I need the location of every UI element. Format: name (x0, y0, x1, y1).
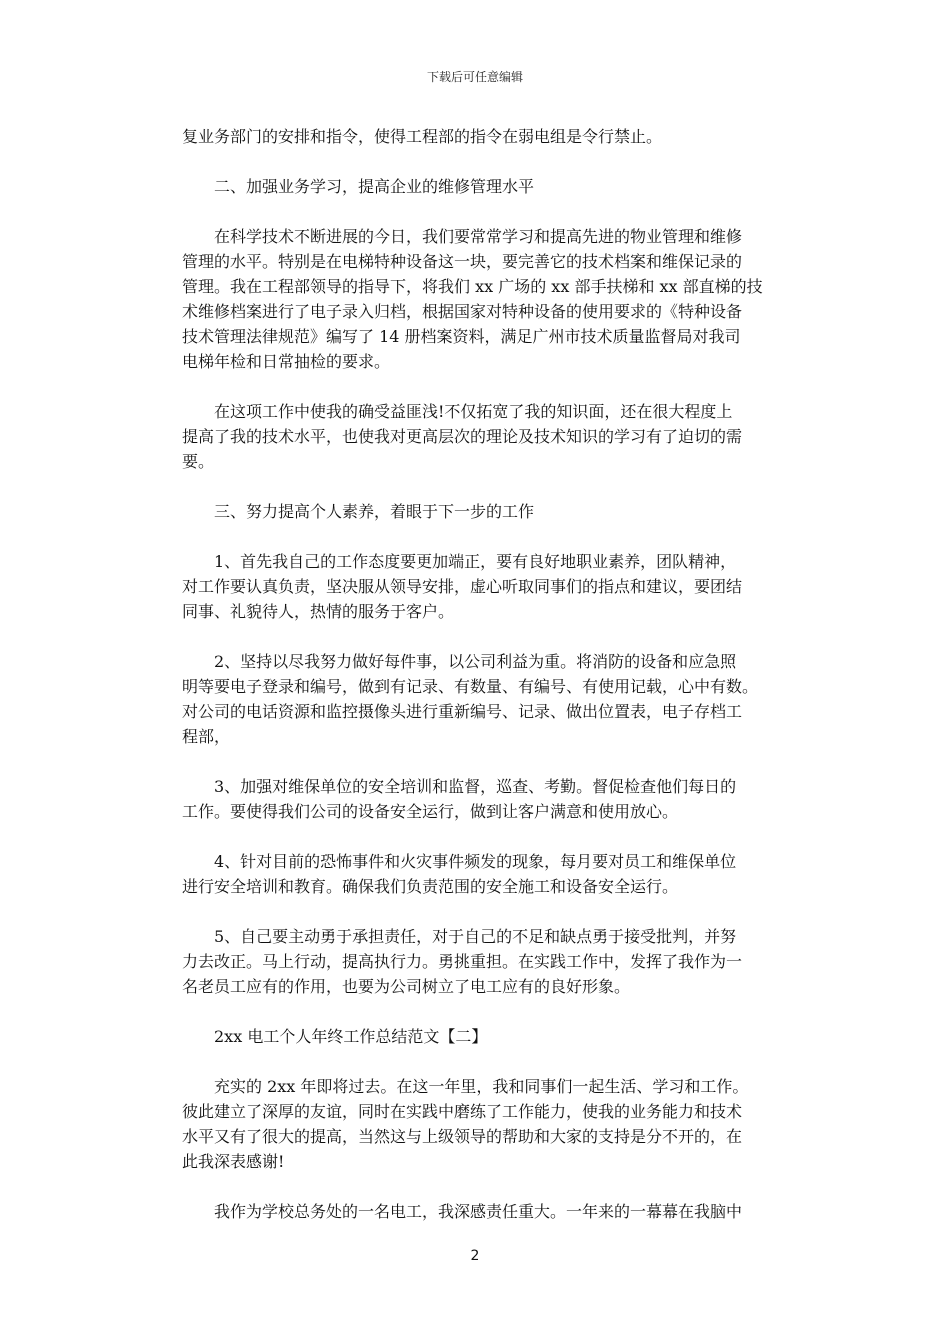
text-line: 充实的 2xx 年即将过去。在这一年里，我和同事们一起生活、学习和工作。 (214, 1077, 749, 1096)
paragraph (182, 224, 782, 374)
text-line: 三、努力提高个人素养，着眼于下一步的工作 (214, 502, 535, 521)
page-number: 2 (470, 1248, 480, 1264)
text-line: 提高了我的技术水平，也使我对更高层次的理论及技术知识的学习有了迫切的需 (182, 427, 743, 446)
text-line: 4、针对目前的恐怖事件和火灾事件频发的现象，每月要对员工和维保单位 (214, 852, 737, 871)
text-line: 1、首先我自己的工作态度要更加端正，要有良好地职业素养，团队精神， (214, 552, 737, 571)
text-line: 水平又有了很大的提高，当然这与上级领导的帮助和大家的支持是分不开的，在 (182, 1127, 743, 1146)
paragraph (182, 124, 782, 149)
page-header: 下载后可任意编辑 (426, 70, 523, 84)
list-item (182, 549, 782, 624)
text-line: 2xx 电工个人年终工作总结范文【二】 (214, 1027, 488, 1046)
list-item (182, 924, 782, 999)
section-heading (182, 174, 782, 199)
text-line: 此我深表感谢! (182, 1152, 285, 1171)
section-heading (182, 499, 782, 524)
paragraph (182, 399, 782, 474)
section-heading (182, 1024, 782, 1049)
text-line: 对公司的电话资源和监控摄像头进行重新编号、记录、做出位置表，电子存档工 (182, 702, 743, 721)
text-line: 术维修档案进行了电子录入归档，根据国家对特种设备的使用要求的《特种设备 (182, 302, 743, 321)
text-line: 程部， (182, 727, 231, 746)
text-line: 进行安全培训和教育。确保我们负责范围的安全施工和设备安全运行。 (182, 877, 679, 896)
text-line: 二、加强业务学习，提高企业的维修管理水平 (214, 177, 535, 196)
text-line: 明等要电子登录和编号，做到有记录、有数量、有编号、有使用记载，心中有数。 (182, 677, 759, 696)
text-line: 同事、礼貌待人，热情的服务于客户。 (182, 602, 455, 621)
text-line: 彼此建立了深厚的友谊，同时在实践中磨练了工作能力，使我的业务能力和技术 (182, 1102, 743, 1121)
text-line: 在这项工作中使我的确受益匪浅!不仅拓宽了我的知识面，还在很大程度上 (214, 402, 733, 421)
text-line: 2、坚持以尽我努力做好每件事，以公司利益为重。将消防的设备和应急照 (214, 652, 737, 671)
list-item (182, 774, 782, 824)
text-line: 3、加强对维保单位的安全培训和监督，巡查、考勤。督促检查他们每日的 (214, 777, 737, 796)
text-line: 力去改正。马上行动，提高执行力。勇挑重担。在实践工作中，发挥了我作为一 (182, 952, 743, 971)
text-line: 我作为学校总务处的一名电工，我深感责任重大。一年来的一幕幕在我脑中 (214, 1202, 743, 1221)
text-line: 电梯年检和日常抽检的要求。 (182, 352, 391, 371)
text-line: 管理。我在工程部领导的指导下，将我们 xx 广场的 xx 部手扶梯和 xx 部直梯的技 (182, 277, 763, 296)
text-line: 要。 (182, 452, 215, 471)
list-item (182, 649, 782, 749)
text-line: 对工作要认真负责，坚决服从领导安排，虚心听取同事们的指点和建议，要团结 (182, 577, 743, 596)
text-line: 管理的水平。特别是在电梯特种设备这一块，要完善它的技术档案和维保记录的 (182, 252, 743, 271)
text-line: 5、自己要主动勇于承担责任，对于自己的不足和缺点勇于接受批判，并努 (214, 927, 737, 946)
text-line: 技术管理法律规范》编写了 14 册档案资料，满足广州市技术质量监督局对我司 (182, 327, 741, 346)
text-line: 工作。要使得我们公司的设备安全运行，做到让客户满意和使用放心。 (182, 802, 679, 821)
list-item (182, 849, 782, 899)
paragraph (182, 1199, 782, 1224)
document-body (182, 124, 782, 1249)
paragraph (182, 1074, 782, 1174)
text-line: 在科学技术不断进展的今日，我们要常常学习和提高先进的物业管理和维修 (214, 227, 743, 246)
text-line: 复业务部门的安排和指令，使得工程部的指令在弱电组是令行禁止。 (182, 127, 663, 146)
text-line: 名老员工应有的作用，也要为公司树立了电工应有的良好形象。 (182, 977, 631, 996)
